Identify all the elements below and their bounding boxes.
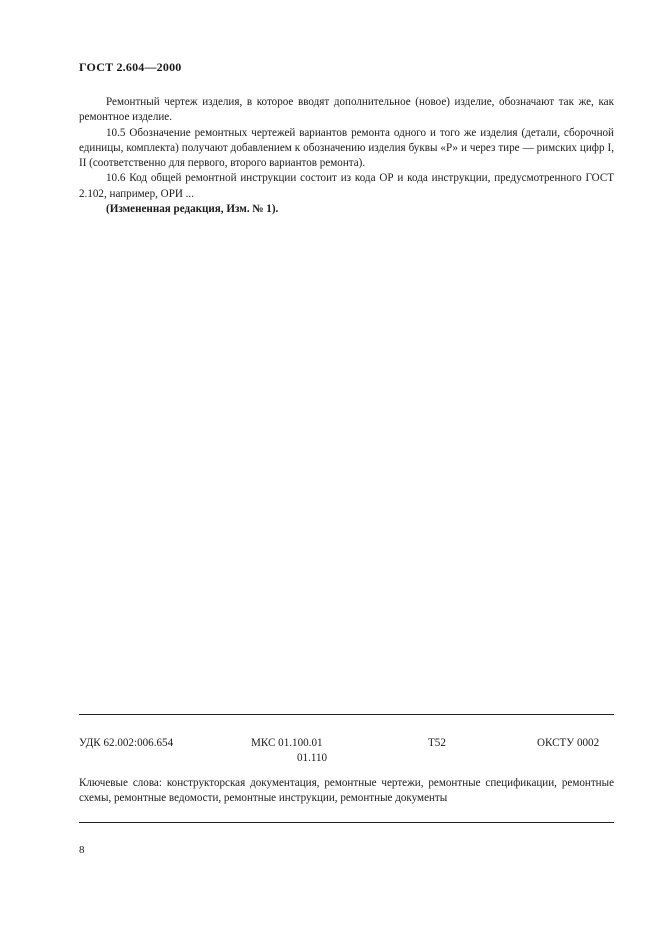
- page-number: 8: [79, 844, 85, 856]
- group-code: Т52: [428, 737, 446, 749]
- mks-code-line1: МКС 01.100.01: [251, 737, 323, 749]
- paragraph-repair-drawing: Ремонтный чертеж изделия, в которое вводят дополнительное (новое) изделие, обозначают так же, как ремонтное изделие.: [79, 96, 614, 124]
- paragraph-10-6: 10.6 Код общей ремонтной инструкции состоит из кода ОР и кода инструкции, предусмотренного ГОСТ 2.102, например, ОРИ ...: [79, 172, 614, 200]
- top-divider: [79, 714, 614, 715]
- keywords: Ключевые слова: конструкторская документация, ремонтные чертежи, ремонтные спецификации, ремонтные схемы, ремонтные ведомости, ремонтные инструкции, ремонтные документы: [79, 777, 614, 804]
- mks-code: [251, 736, 327, 766]
- paragraph-10-5: 10.5 Обозначение ремонтных чертежей вариантов ремонта одного и того же изделия (детали, сборочной единицы, комплекта) получают добавлением к обозначению изделия буквы «Р» и через тире — римских цифр I, II (соответственно для первого, второго вариантов ремонта).: [79, 126, 614, 170]
- amendment-note: (Измененная редакция, Изм. № 1).: [106, 203, 279, 216]
- mks-code-line2: 01.110: [297, 752, 328, 764]
- document-header: ГОСТ 2.604—2000: [79, 60, 182, 74]
- document-body: [79, 95, 614, 217]
- okstu-code: ОКСТУ 0002: [537, 737, 600, 749]
- udk-code: УДК 62.002:006.654: [79, 737, 174, 749]
- bottom-divider: [79, 822, 614, 823]
